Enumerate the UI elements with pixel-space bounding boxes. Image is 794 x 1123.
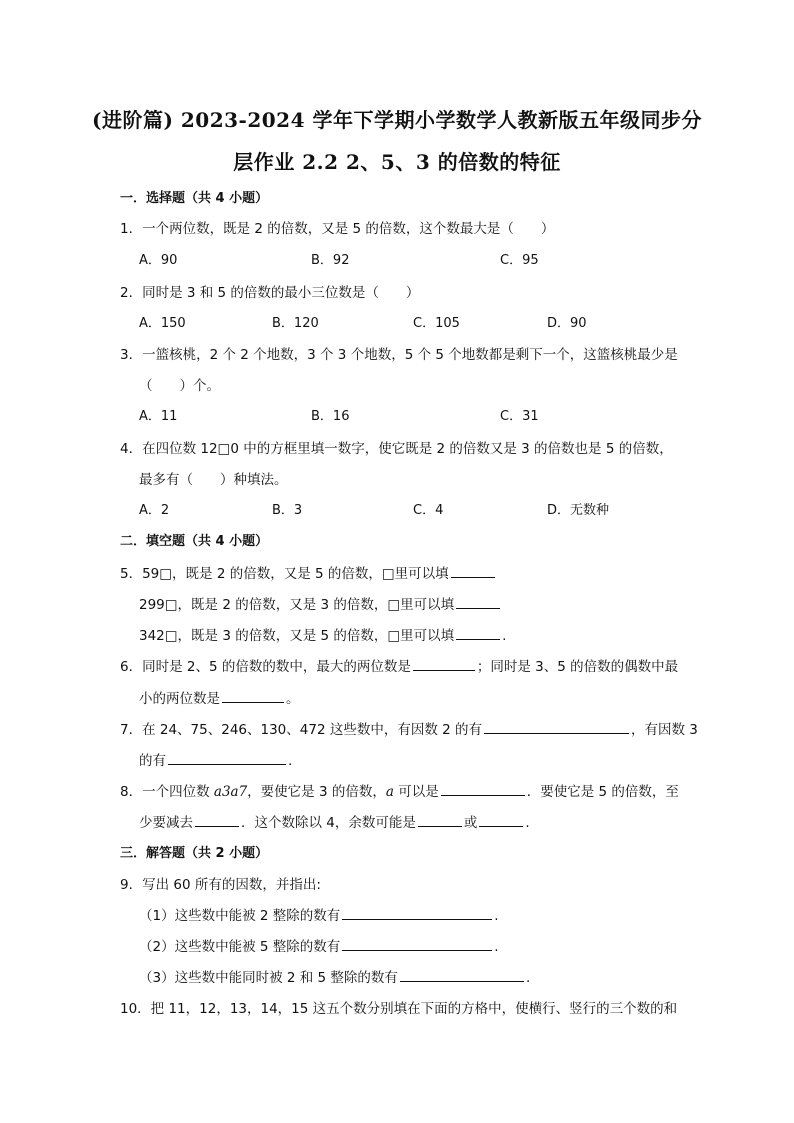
q9-end: . bbox=[494, 908, 499, 924]
q4-option-a: A．2 bbox=[139, 503, 170, 518]
question-5-line-3 bbox=[139, 624, 506, 644]
q4-option-b: B．3 bbox=[272, 503, 303, 518]
q5-end: . bbox=[502, 628, 507, 644]
q2-option-c: C．105 bbox=[413, 316, 460, 331]
q1-option-c: C．95 bbox=[500, 253, 539, 268]
q6-text-1: 6．同时是 2、5 的倍数的数中，最大的两位数是 bbox=[120, 659, 411, 675]
question-8-line-1 bbox=[120, 780, 679, 800]
title-line-1: (进阶篇) 2023-2024 学年下学期小学数学人教新版五年级同步分 bbox=[92, 108, 702, 132]
answer-blank[interactable] bbox=[441, 783, 525, 796]
question-9: 9．写出 60 所有的因数，并指出: bbox=[120, 877, 321, 893]
question-5-line-1 bbox=[120, 562, 497, 582]
question-4-line-2: 最多有（ ）种填法。 bbox=[139, 472, 288, 488]
q9-sub2-text: （2）这些数中能被 5 整除的数有 bbox=[139, 939, 341, 955]
q8-text-1: 8．一个四位数 bbox=[120, 784, 214, 800]
q3-option-c: C．31 bbox=[500, 409, 539, 424]
q9-end: . bbox=[525, 970, 531, 986]
question-1: 1．一个两位数，既是 2 的倍数，又是 5 的倍数，这个数最大是（ ） bbox=[120, 221, 555, 237]
answer-blank[interactable] bbox=[168, 752, 286, 765]
question-7-line-1 bbox=[120, 718, 698, 738]
q5-text-1: 5．59□，既是 2 的倍数，又是 5 的倍数，□里可以填 bbox=[120, 566, 449, 582]
q2-option-d: D．90 bbox=[547, 316, 587, 331]
question-4-line-1: 4．在四位数 12□0 中的方框里填一数字，使它既是 2 的倍数又是 3 的倍数也是 5 的倍数， bbox=[120, 441, 673, 457]
question-6-line-2 bbox=[139, 687, 300, 707]
q8-text-2: ，要使它是 3 的倍数， bbox=[247, 784, 386, 800]
q4-option-d: D．无数种 bbox=[547, 503, 610, 518]
q9-end: . bbox=[494, 939, 499, 955]
answer-blank[interactable] bbox=[222, 690, 284, 703]
q7-text-2: ，有因数 3 bbox=[631, 722, 698, 738]
q8-number: a3a7 bbox=[213, 784, 248, 800]
title-line-2: 层作业 2.2 2、5、3 的倍数的特征 bbox=[233, 150, 561, 174]
question-7-line-2 bbox=[139, 749, 292, 769]
q7-end: . bbox=[288, 753, 293, 769]
q8-end: . bbox=[525, 815, 530, 831]
q6-end: 。 bbox=[286, 691, 300, 707]
q8-text-6: ．这个数除以 4，余数可能是 bbox=[241, 815, 416, 831]
question-3-line-2: （ ）个。 bbox=[139, 378, 220, 394]
question-10: 10．把 11，12，13，14，15 这五个数分别填在下面的方格中，使横行、竖行的三个数的和 bbox=[120, 1001, 678, 1017]
section-heading-fill: 二．填空题（共 4 小题） bbox=[120, 534, 269, 549]
q3-option-b: B．16 bbox=[311, 409, 350, 424]
answer-blank[interactable] bbox=[456, 596, 500, 609]
answer-blank[interactable] bbox=[400, 969, 524, 982]
section-heading-choice: 一．选择题（共 4 小题） bbox=[120, 191, 269, 206]
q6-text-2: ；同时是 3、5 的倍数的偶数中最 bbox=[476, 659, 679, 675]
q1-option-a: A．90 bbox=[139, 253, 178, 268]
q8-variable: a bbox=[385, 784, 394, 800]
q8-text-3: 可以是 bbox=[393, 784, 439, 800]
q7-text-1: 7．在 24、75、246、130、472 这些数中，有因数 2 的有 bbox=[120, 722, 483, 738]
answer-blank[interactable] bbox=[342, 938, 492, 951]
q2-option-b: B．120 bbox=[272, 316, 319, 331]
question-9-sub-3 bbox=[139, 966, 530, 986]
answer-blank[interactable] bbox=[484, 721, 629, 734]
q4-option-c: C．4 bbox=[413, 503, 444, 518]
question-2: 2．同时是 3 和 5 的倍数的最小三位数是（ ） bbox=[120, 285, 420, 301]
q8-text-7: 或 bbox=[463, 815, 478, 831]
q1-option-b: B．92 bbox=[311, 253, 350, 268]
answer-blank[interactable] bbox=[456, 627, 500, 640]
answer-blank[interactable] bbox=[195, 814, 239, 827]
q8-text-4: ．要使它是 5 的倍数，至 bbox=[526, 784, 679, 800]
q9-sub1-text: （1）这些数中能被 2 整除的数有 bbox=[139, 908, 341, 924]
answer-blank[interactable] bbox=[413, 658, 475, 671]
question-9-sub-1 bbox=[139, 904, 499, 924]
answer-blank[interactable] bbox=[418, 814, 462, 827]
q5-text-2: 299□，既是 2 的倍数，又是 3 的倍数，□里可以填 bbox=[139, 597, 455, 613]
answer-blank[interactable] bbox=[451, 565, 495, 578]
question-9-sub-2 bbox=[139, 935, 499, 955]
q2-option-a: A．150 bbox=[139, 316, 186, 331]
q5-text-3: 342□，既是 3 的倍数，又是 5 的倍数，□里可以填 bbox=[139, 628, 455, 644]
question-6-line-1 bbox=[120, 655, 678, 675]
q9-sub3-text: （3）这些数中能同时被 2 和 5 整除的数有 bbox=[139, 970, 398, 986]
question-5-line-2 bbox=[139, 593, 502, 613]
question-8-line-2 bbox=[139, 811, 530, 831]
q8-text-5: 少要减去 bbox=[139, 815, 193, 831]
question-3-line-1: 3．一篮核桃，2 个 2 个地数，3 个 3 个地数，5 个 5 个地数都是剩下一个，这篮核桃最少是 bbox=[120, 347, 678, 363]
q6-text-3: 小的两位数是 bbox=[139, 691, 220, 707]
q7-text-3: 的有 bbox=[139, 753, 166, 769]
answer-blank[interactable] bbox=[479, 814, 523, 827]
answer-blank[interactable] bbox=[342, 907, 492, 920]
section-heading-solve: 三．解答题（共 2 小题） bbox=[120, 846, 269, 861]
q3-option-a: A．11 bbox=[139, 409, 178, 424]
